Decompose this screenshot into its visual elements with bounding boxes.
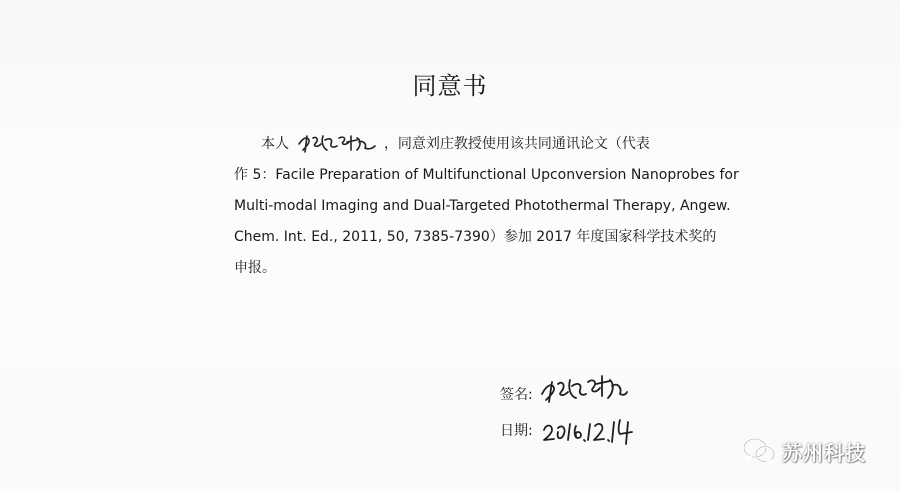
body-line-5: 申报。 [234,260,276,276]
inline-signature [295,130,377,156]
body-line-3: Multi-modal Imaging and Dual-Targeted Photothermal Therapy, Angew. [234,198,731,214]
handwritten-date [540,410,640,450]
body-line-4: Chem. Int. Ed., 2011, 50, 7385-7390）参加 2017 年度国家科学技术奖的 [234,229,717,245]
date-label: 日期: [500,423,533,439]
watermark [742,436,866,466]
line1-prefix: 本人 [261,136,289,152]
handwritten-signature [538,368,628,408]
body-line-2: 作 5：Facile Preparation of Multifunctional Upconversion Nanoprobes for [234,167,739,183]
watermark-text: 苏州科技 [782,440,866,465]
line1-suffix: ，同意刘庄教授使用该共同通讯论文（代表 [383,136,650,152]
signature-label: 签名: [500,387,533,403]
wechat-icon [742,436,776,466]
document-title: 同意书 [412,72,488,100]
body-line-1 [261,128,650,160]
